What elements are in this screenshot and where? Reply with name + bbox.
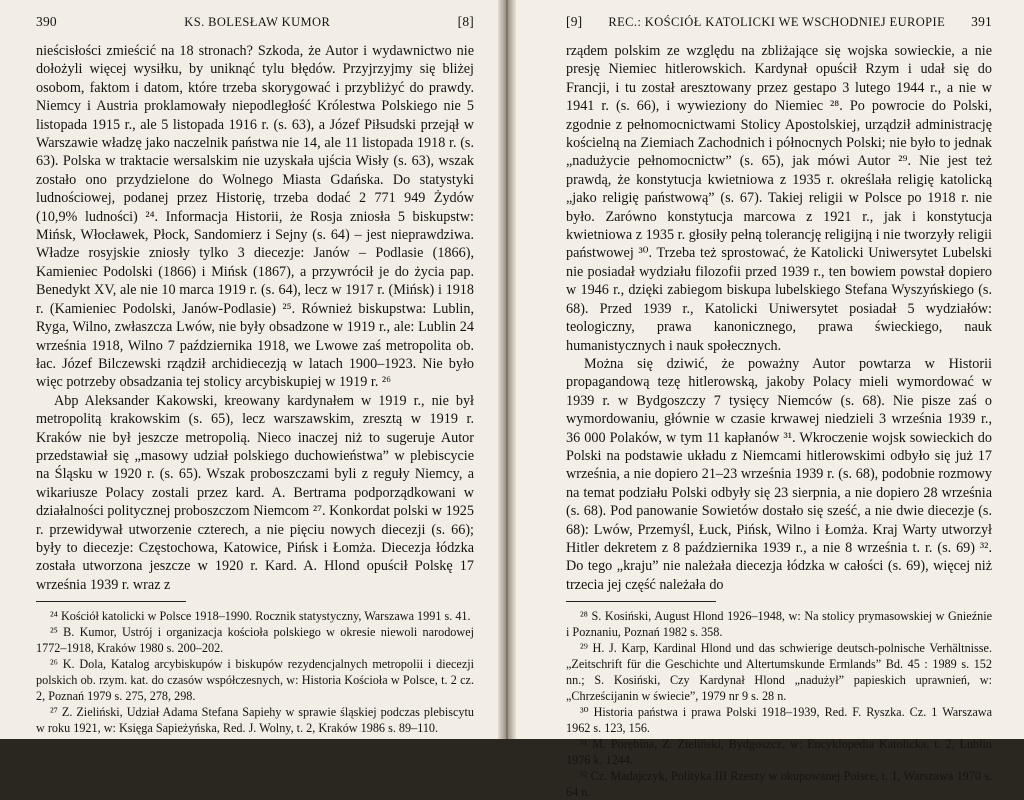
section-marker: [8]: [457, 14, 474, 29]
left-page: [0, 0, 504, 739]
footnote: ³² Cz. Madajczyk, Polityka III Rzeszy w okupowanej Polsce, t. 1, Warszawa 1970 s. 64 n.: [566, 769, 992, 800]
running-header: [566, 14, 992, 30]
running-title: KS. BOLESŁAW KUMOR: [184, 15, 331, 29]
paragraph: Można się dziwić, że poważny Autor powtarza w Historii propagandową tezę hitlerowską, jakoby Polacy mieli wymordować w 1939 r. w Bydgoszczy 7 tysięcy Niemców (s. 68). Nie pisze zaś o wymordowaniu, głównie w czasie krwawej niedzieli 3 września 1939 r., 36 000 Polaków, w tym 11 kapłanów ³¹. Wkroczenie wojsk sowieckich do Polski na podstawie układu z Niemcami hitlerowskimi odbyło się już 17 września, a nie dopiero 21–23 września 1939 r. (s. 68), podobnie rozmowy na temat podziału Polski odbyły się 23 sierpnia, a nie dopiero 28 września (s. 68). Pod panowanie Sowietów dostało się sześć, a nie dwie diecezje (s. 68): Lwów, Przemyśl, Łuck, Pińsk, Wilno i Łomża. Kraj Warty utworzył Hitler dekretem z 8 października 1939 r., a nie 8 września t. r. (s. 69) ³². Do tego „kraju” nie należała diecezja łódzka w całości (s. 69), więcej niż trzecia jej część należała do: [566, 355, 992, 593]
footnote: ²⁴ Kościół katolicki w Polsce 1918–1990. Rocznik statystyczny, Warszawa 1991 s. 41.: [50, 609, 471, 624]
paragraph: rządem polskim ze względu na zbliżające się wojska sowieckie, a nie presję Niemiec hitlerowskich. Kardynał opuścił Rzym i udał się do Francji, i tu został aresztowany przez gestapo 3 lutego 1944 r., a nie w 1941 r. (s. 66), i wywieziony do Niemiec ²⁸. Po powrocie do Polski, zgodnie z pełnomocnictwami Stolicy Apostolskiej, urządził administrację kościelną na Ziemiach Zachodnich i północnych Polski; nie było to jednak „nadużycie pełnomocnictw” (s. 65), jak mówi Autor ²⁹. Nie jest też prawdą, że konstytucja kwietniowa z 1935 r. określała religię katolicką „jako religię państwową” (s. 67). Takiej religii w Polsce po 1918 r. nie było. Zarówno konstytucja marcowa z 1921 r., jak i konstytucja kwietniowa z 1935 r. głosiły pełną tolerancję religijną i nie tworzyły religii państwowej ³⁰. Trzeba też sprostować, że Katolicki Uniwersytet Lubelski nie posiadał wydziału filozofii przed 1939 r., ten bowiem powstał dopiero w 1946 r., dzięki zabiegom biskupa lubelskiego Stefana Wyszyńskiego (s. 68). Przed 1939 r., Katolicki Uniwersytet posiadał 5 wydziałów: teologiczny, prawa kanonicznego, prawa świeckiego, nauk humanistycznych i nauk społecznych.: [566, 43, 992, 354]
page-number: 390: [36, 14, 57, 29]
page-number: 391: [971, 14, 992, 29]
right-page: [510, 0, 1024, 800]
section-marker: [9]: [566, 14, 583, 29]
body-text: [36, 42, 474, 594]
footnote: ²⁸ S. Kosiński, August Hlond 1926–1948, w: Na stolicy prymasowskiej w Gnieźnie i Poznaniu, Poznań 1982 s. 358.: [566, 609, 992, 640]
running-header: [36, 14, 474, 30]
footnote: ³¹ M. Porębina, Z. Zieliński, Bydgoszcz, w: Encyklopedia Katolicka, t. 2, Lublin 1976 k. 1244.: [566, 737, 992, 768]
footnote-rule: [566, 601, 716, 602]
footnote: ²⁹ H. J. Karp, Kardinal Hlond und das schwierige deutsch-polnische Verhältnisse. „Zeitschrift für die Geschichte und Altertumskunde Ermlands” Bd. 45 : 1989 s. 152 nn.; S. Kosiński, Czy Kardynał Hlond „nadużył” papieskich uprawnień, w: „Chrześcijanin w świecie”, 1979 nr 9 s. 28 n.: [566, 641, 992, 704]
body-text: [566, 42, 992, 594]
footnote: ²⁵ B. Kumor, Ustrój i organizacja kościoła polskiego w okresie niewoli narodowej 1772–1918, Kraków 1980 s. 200–202.: [36, 625, 474, 656]
paragraph: nieścisłości zmieścić na 18 stronach? Szkoda, że Autor i wydawnictwo nie dołożyli więcej wysiłku, by uniknąć tylu błędów. Przyjrzyjmy się bliżej osobom, faktom i datom, które trzeba skorygować i przybliżyć do prawdy. Niemcy i Austria proklamowały niepodległość Królestwa Polskiego nie 5 listopada 1915 r., ale 5 listopada 1916 r. (s. 63), a Józef Piłsudski przejął w Warszawie władzę jako naczelnik państwa nie 14, ale 11 listopada 1918 r. (s. 63). Polska w traktacie wersalskim nie uzyskała ujścia Wisły (s. 63), wszak zostało ono przydzielone do Wolnego Miasta Gdańska. Do statystyki ludnościowej, podanej przez Historię, trzeba dodać 2 771 949 Żydów (10,9% ludności) ²⁴. Informacja Historii, że Rosja zniosła 5 biskupstw: Mińsk, Włocławek, Płock, Sandomierz i Sejny (s. 64) – jest nieprawdziwa. Władze rosyjskie zniosły tylko 3 diecezje: Janów – Podlasie (1866), Kamieniec Podolski (1866) i Mińsk (1867), a przywrócił je do życia pap. Benedykt XV, ale nie 10 marca 1919 r. (s. 64), lecz w 1917 r. (Mińsk) i 1918 r. (Kamieniec Podolski, Janów-Podlasie) ²⁵. Również biskupstwa: Lublin, Ryga, Wilno, zwłaszcza Lwów, nie były obsadzone w 1919 r., ale: Lublin 24 września 1918, Wilno 7 października 1918, we Lwowe zaś metropolita ob. łac. Józef Bilczewski rządził archidiecezją w latach 1900–1923. Nie było więc potrzeby obsadzania tej stolicy arcybiskupiej w 1919 r. ²⁶: [36, 43, 474, 391]
footnote: ²⁷ Z. Zieliński, Udział Adama Stefana Sapiehy w sprawie śląskiej podczas plebiscytu w roku 1921, w: Księga Sapieżyńska, Red. J. Wolny, t. 2, Kraków 1986 s. 89–110.: [36, 705, 474, 736]
footnote: ³⁰ Historia państwa i prawa Polski 1918–1939, Red. F. Ryszka. Cz. 1 Warszawa 1962 s. 123, 156.: [566, 705, 992, 736]
footnote-rule: [36, 601, 186, 602]
paragraph: Abp Aleksander Kakowski, kreowany kardynałem w 1919 r., nie był metropolitą krakowskim (s. 65), lecz warszawskim, zresztą w 1919 r. Kraków nie był jeszcze metropolią. Nieco inaczej niż to sugeruje Autor przedstawiał się „masowy udział polskiego duchowieństwa” w plebiscycie na Śląsku w 1920 r. (s. 65). Wszak proboszczami byli z reguły Niemcy, a wikariusze Polacy zostali przez kard. A. Bertrama podporządkowani w działalności politycznej proboszczom Niemcom ²⁷. Konkordat polski w 1925 r. przewidywał utworzenie czterech, a nie pięciu nowych diecezji (s. 66); były to diecezje: Częstochowa, Katowice, Pińsk i Łomża. Diecezja łódzka została utworzona jeszcze w 1920 r. Kard. A. Hlond opuścił Polskę 17 września 1939 r. wraz z: [36, 392, 474, 593]
footnote: ²⁶ K. Dola, Katalog arcybiskupów i biskupów rezydencjalnych metropolii i diecezji polskich ob. rzym. kat. do czasów współczesnych, w: Historia Kościoła w Polsce, t. 2 cz. 2, Poznań 1979 s. 275, 278, 298.: [36, 657, 474, 704]
running-title: REC.: KOŚCIÓŁ KATOLICKI WE WSCHODNIEJ EUROPIE: [608, 15, 946, 29]
footnotes: [566, 608, 992, 800]
footnotes: [36, 608, 474, 736]
book-gutter: [498, 0, 516, 739]
